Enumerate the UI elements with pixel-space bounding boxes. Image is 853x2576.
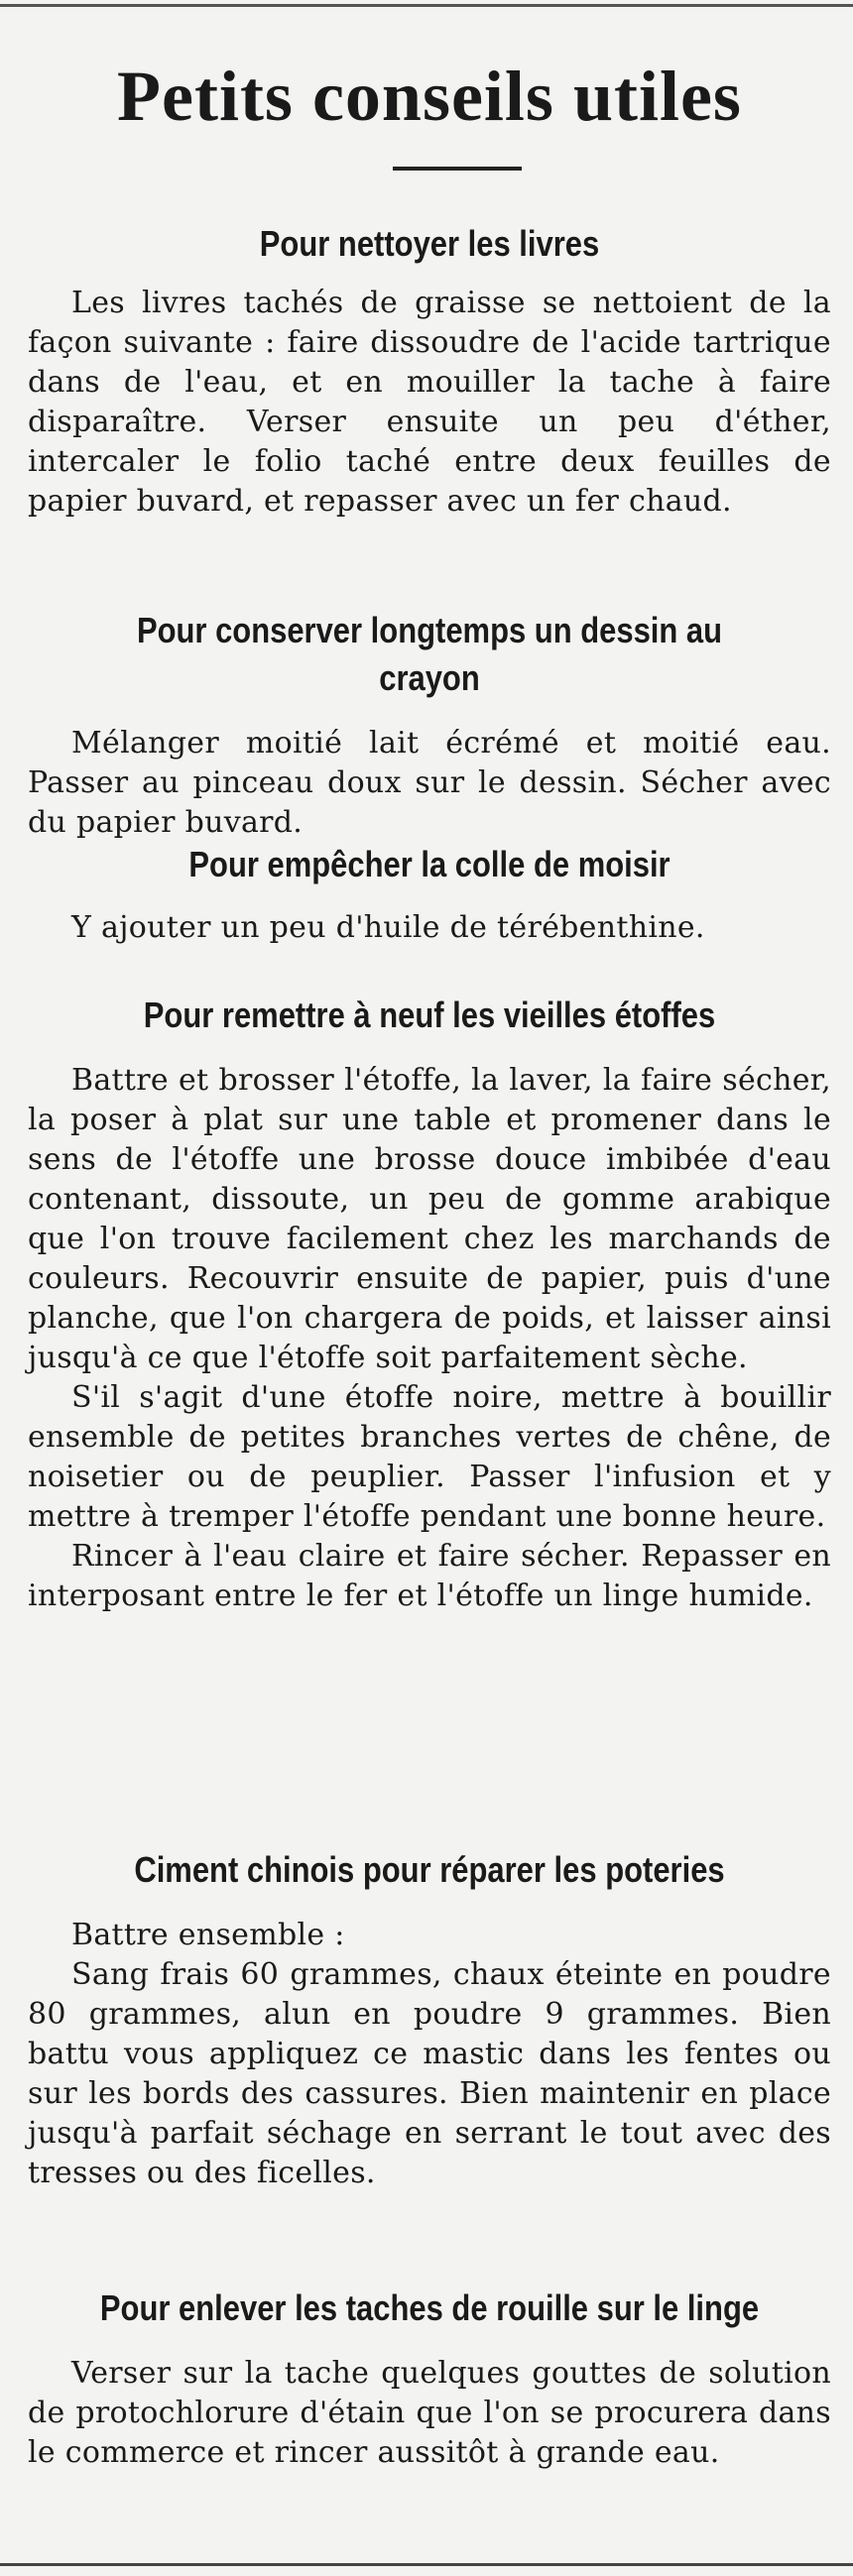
- section-paragraph: Rincer à l'eau claire et faire sécher. Repasser en interposant entre le fer et l'étoffe un linge humide.: [28, 1539, 831, 1613]
- section-paragraph: S'il s'agit d'une étoffe noire, mettre à bouillir ensemble de petites branches vertes de chêne, de noisetier ou de peuplier. Passer l'infusion et y mettre à tremper l'étoffe pendant une bonne heure.: [28, 1380, 831, 1534]
- section-heading: Pour empêcher la colle de moisir: [188, 844, 670, 884]
- section-paragraph: Battre et brosser l'étoffe, la laver, la faire sécher, la poser à plat sur une table et promener dans le sens de l'étoffe une brosse douce imbibée d'eau contenant, dissoute, un peu de gomme arabique que l'on trouve facilement chez les marchands de couleurs. Recouvrir ensuite de papier, puis d'une planche, que l'on chargera de poids, et laisser ainsi jusqu'à ce que l'étoffe soit parfaitement sèche.: [28, 1063, 831, 1375]
- section-heading: Pour enlever les taches de rouille sur le linge: [99, 2287, 760, 2328]
- section-heading: Pour remettre à neuf les vieilles étoffes: [143, 995, 716, 1035]
- title-divider: [393, 167, 522, 171]
- page-title: Petits conseils utiles: [117, 57, 742, 136]
- section-vieilles-etoffes: [28, 992, 831, 1616]
- section-paragraph: Mélanger moitié lait écrémé et moitié eau. Passer au pinceau doux sur le dessin. Sécher avec du papier buvard.: [28, 726, 831, 840]
- section-paragraph: Y ajouter un peu d'huile de térébenthine.: [71, 910, 705, 945]
- section-paragraph: Battre ensemble :: [71, 1918, 345, 1952]
- section-dessin-crayon: [28, 607, 831, 843]
- section-paragraph: Verser sur la tache quelques gouttes de solution de protochlorure d'étain que l'on se procurera dans le commerce et rincer aussitôt à grande eau.: [28, 2356, 831, 2470]
- section-heading: Ciment chinois pour réparer les poteries: [134, 1849, 725, 1890]
- section-paragraph: Sang frais 60 grammes, chaux éteinte en poudre 80 grammes, alun en poudre 9 grammes. Bien battu vous appliquez ce mastic dans les fentes ou sur les bords des cassures. Bien maintenir en place jusqu'à parfait séchage en serrant le tout avec des tresses ou des ficelles.: [28, 1957, 831, 2190]
- bottom-column-rule: [0, 2563, 853, 2566]
- section-heading: Pour conserver longtemps un dessin au crayon: [136, 610, 723, 698]
- section-ciment-chinois: [28, 1846, 831, 2193]
- top-column-rule: [0, 4, 853, 7]
- section-nettoyer-livres: [28, 220, 831, 522]
- section-taches-rouille: [28, 2284, 831, 2473]
- section-heading: Pour nettoyer les livres: [259, 223, 600, 264]
- section-colle-moisir: [28, 841, 831, 948]
- section-paragraph: Les livres tachés de graisse se nettoient de la façon suivante : faire dissoudre de l'acide tartrique dans de l'eau, et en mouiller la tache à faire disparaître. Verser ensuite un peu d'éther, intercaler le folio taché entre deux feuilles de papier buvard, et repasser avec un fer chaud.: [28, 286, 831, 519]
